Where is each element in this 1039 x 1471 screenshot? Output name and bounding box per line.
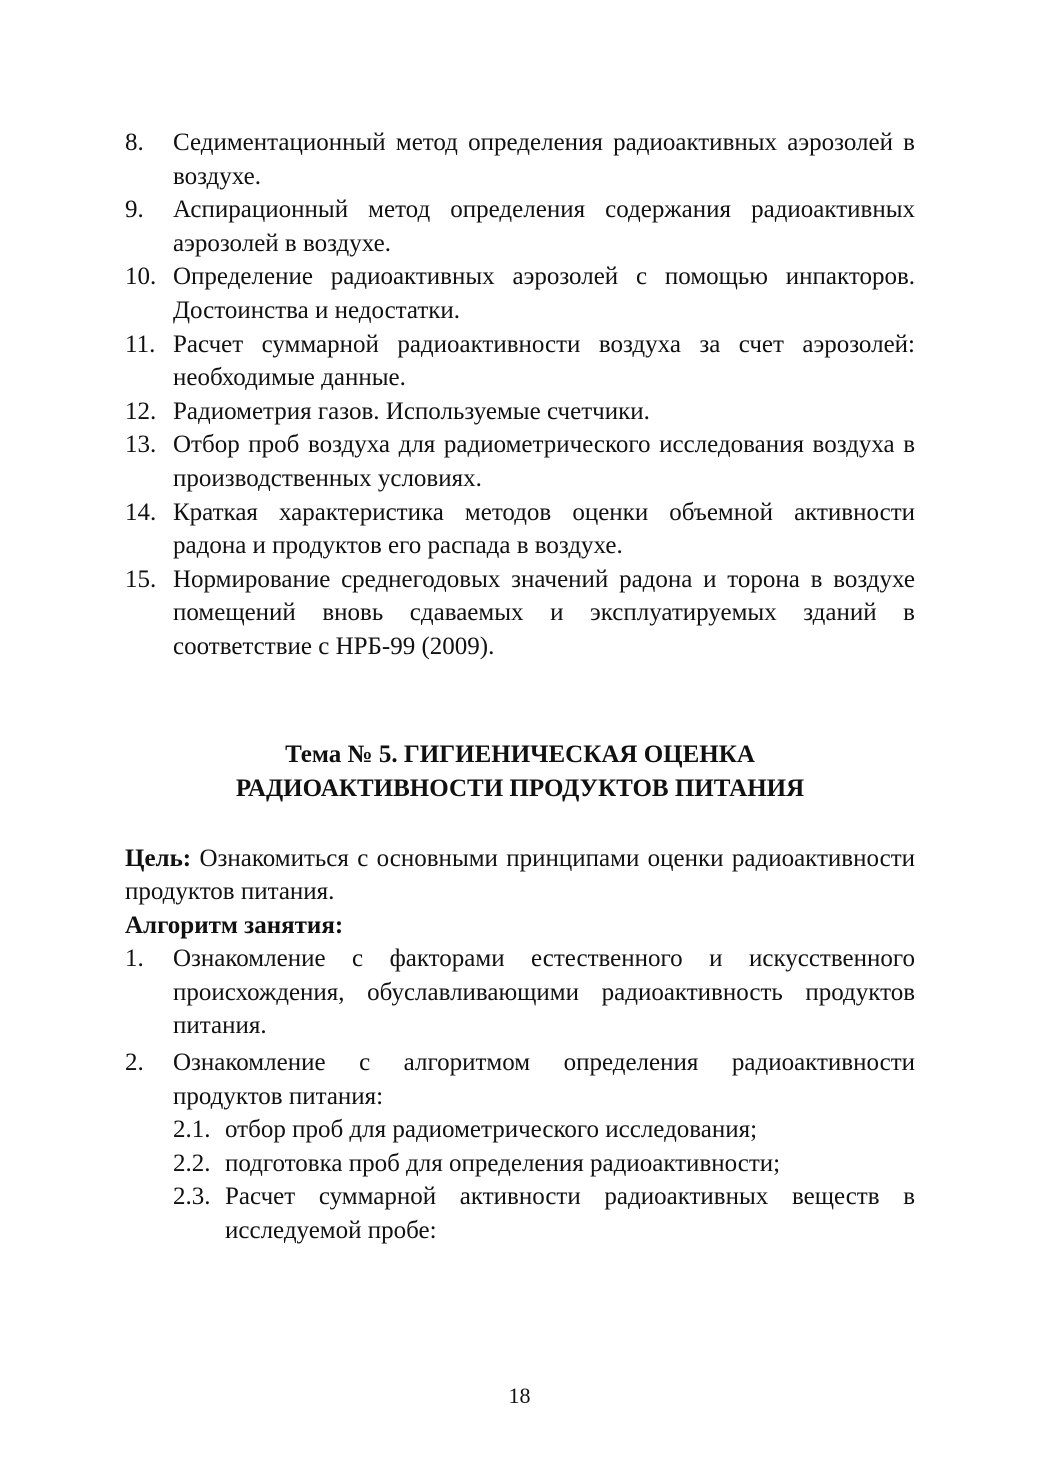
item-number: 13. [125,431,157,459]
item-text: Отбор проб воздуха для радиометрического исследования воздуха в производственных условиях. [173,431,915,492]
list-item [125,126,915,193]
item-text: Аспирационный метод определения содержания радиоактивных аэрозолей в воздухе. [173,196,915,257]
algorithm-steps [125,942,915,1247]
list-item [125,496,915,563]
list-item [125,193,915,260]
questions-list [125,126,915,664]
item-text: Определение радиоактивных аэрозолей с помощью инпакторов. Достоинства и недостатки. [173,263,915,324]
item-text: Нормирование среднегодовых значений радона и торона в воздухе помещений вновь сдаваемых и эксплуатируемых зданий в соответствие с НРБ-99 (2009). [173,565,915,660]
substep-number: 2.1. [173,1116,211,1144]
substep-number: 2.3. [173,1183,211,1211]
item-text: Расчет суммарной радиоактивности воздуха за счет аэрозолей: необходимые данные. [173,330,915,392]
topic-heading-line-2: РАДИОАКТИВНОСТИ ПРОДУКТОВ ПИТАНИЯ [235,774,805,802]
algorithm-substeps [173,1113,915,1247]
algorithm-title: Алгоритм занятия: [125,911,344,939]
item-text: Седиментационный метод определения радиоактивных аэрозолей в воздухе. [173,129,915,190]
page-number: 18 [508,1383,531,1408]
list-item [125,563,915,664]
list-item [125,942,915,1043]
list-item [173,1113,915,1147]
item-number: 12. [125,397,157,425]
item-number: 8. [125,129,144,156]
goal-label: Цель: [125,844,192,872]
step-text: Ознакомление с факторами естественного и искусственного происхождения, обуславливающими радиоактивность продуктов питания. [173,945,915,1040]
substep-text: отбор проб для радиометрического исследования; [225,1116,758,1144]
list-item [125,1046,915,1248]
item-number: 15. [125,565,157,593]
item-number: 10. [125,263,157,291]
item-text: Краткая характеристика методов оценки объемной активности радона и продуктов его распада в воздухе. [173,498,915,560]
list-item [173,1180,915,1247]
topic-heading [125,738,915,806]
substep-text: Расчет суммарной активности радиоактивных веществ в исследуемой пробе: [225,1183,915,1245]
goal-paragraph [125,842,915,909]
list-item [125,428,915,495]
list-item [173,1147,915,1181]
goal-text: Ознакомиться с основными принципами оценки радиоактивности продуктов питания. [125,844,916,906]
item-text: Радиометрия газов. Используемые счетчики. [173,397,650,425]
item-number: 14. [125,498,157,526]
substep-text: подготовка проб для определения радиоактивности; [225,1149,781,1177]
list-item [125,328,915,395]
step-text: Ознакомление с алгоритмом определения радиоактивности продуктов питания: [173,1049,915,1110]
item-number: 11. [125,330,156,358]
substep-number: 2.2. [173,1149,211,1177]
step-number: 1. [125,945,144,973]
topic-heading-line-1: Тема № 5. ГИГИЕНИЧЕСКАЯ ОЦЕНКА [285,740,755,768]
step-number: 2. [125,1049,144,1077]
list-item [125,260,915,327]
list-item [125,395,915,429]
page-content [125,126,915,1251]
item-number: 9. [125,196,144,224]
